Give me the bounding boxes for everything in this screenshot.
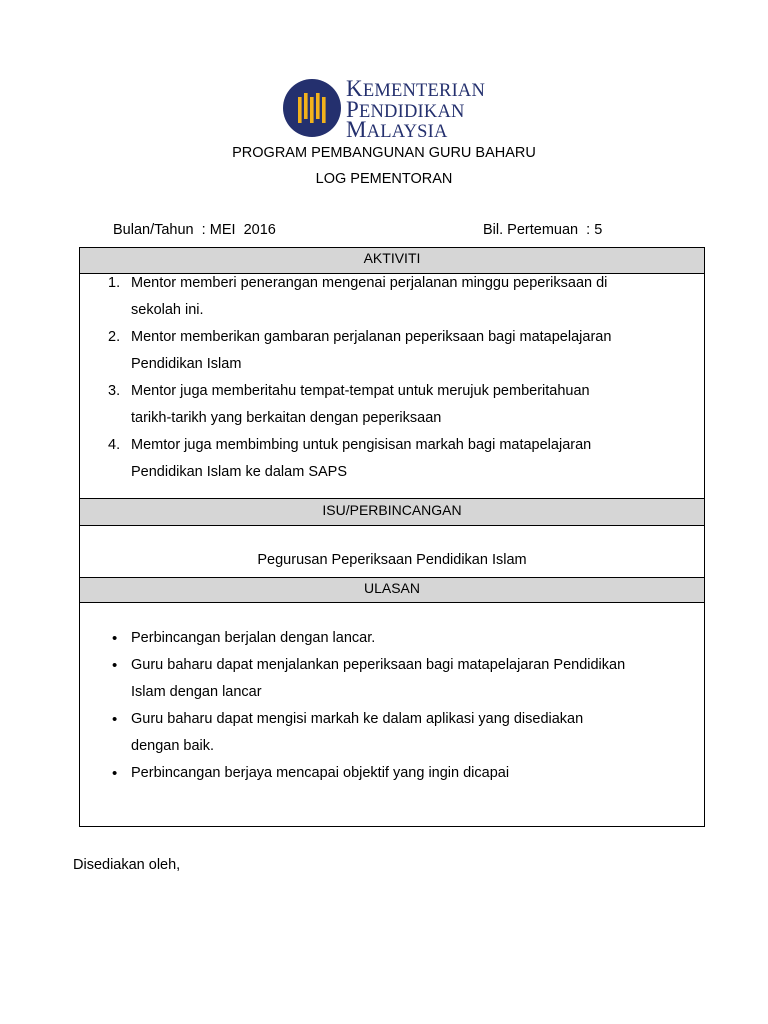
list-item-line: tarikh-tarikh yang berkaitan dengan peperiksaan (131, 410, 442, 426)
list-item-line: Guru baharu dapat menjalankan peperiksaan bagi matapelajaran Pendidikan (131, 657, 626, 673)
kpm-emblem-icon (282, 78, 342, 138)
isu-heading: ISU/PERBINCANGAN (80, 498, 704, 526)
list-item-line: Islam dengan lancar (131, 684, 262, 700)
list-item-line: Pendidikan Islam ke dalam SAPS (131, 464, 347, 480)
log-title: LOG PEMENTORAN (315, 171, 453, 187)
list-item-line: Mentor memberikan gambaran perjalanan peperiksaan bagi matapelajaran (131, 329, 612, 345)
logo-line-3: MALAYSIA (346, 117, 448, 142)
list-item-line: Mentor memberi penerangan mengenai perjalanan minggu peperiksaan di (131, 275, 608, 291)
list-item (80, 324, 704, 378)
list-item-line: Perbincangan berjaya mencapai objektif yang ingin dicapai (131, 765, 510, 781)
list-item-line: Guru baharu dapat mengisi markah ke dalam aplikasi yang disediakan (131, 711, 584, 727)
aktiviti-list (80, 270, 704, 486)
isu-text: Pegurusan Peperiksaan Pendidikan Islam (257, 552, 527, 568)
list-marker: 4. (108, 437, 121, 453)
list-item-line: Perbincangan berjalan dengan lancar. (131, 630, 376, 646)
ministry-logo (282, 76, 492, 142)
list-item-line: Mentor juga memberitahu tempat-tempat untuk merujuk pemberitahuan (131, 383, 590, 399)
list-marker: • (112, 657, 118, 674)
list-item (80, 652, 704, 706)
list-marker: • (112, 711, 118, 728)
list-marker: • (112, 765, 118, 782)
ulasan-heading: ULASAN (80, 577, 704, 603)
list-item (80, 378, 704, 432)
list-item-line: sekolah ini. (131, 302, 204, 318)
program-title: PROGRAM PEMBANGUNAN GURU BAHARU (232, 145, 536, 161)
prepared-by-label: Disediakan oleh, (73, 857, 181, 873)
ministry-name (346, 76, 486, 142)
list-marker: 3. (108, 383, 121, 399)
list-marker: 2. (108, 329, 121, 345)
list-item-line: Pendidikan Islam (131, 356, 242, 372)
logo-line-1: KEMENTERIAN (346, 76, 486, 101)
aktiviti-heading: AKTIVITI (80, 248, 704, 274)
meeting-number-field: Bil. Pertemuan : 5 (483, 222, 603, 238)
list-item (80, 270, 704, 324)
mentoring-log-table (79, 247, 705, 827)
month-year-field: Bulan/Tahun : MEI 2016 (113, 222, 276, 238)
list-item-line: Memtor juga membimbing untuk pengisisan markah bagi matapelajaran (131, 437, 592, 453)
list-marker: • (112, 630, 118, 647)
ulasan-list (80, 625, 704, 787)
list-item (80, 706, 704, 760)
list-item (80, 760, 704, 787)
list-item (80, 625, 704, 652)
list-marker: 1. (108, 275, 121, 291)
logo-line-2: PENDIDIKAN (346, 96, 465, 122)
list-item-line: dengan baik. (131, 738, 215, 754)
list-item (80, 432, 704, 486)
